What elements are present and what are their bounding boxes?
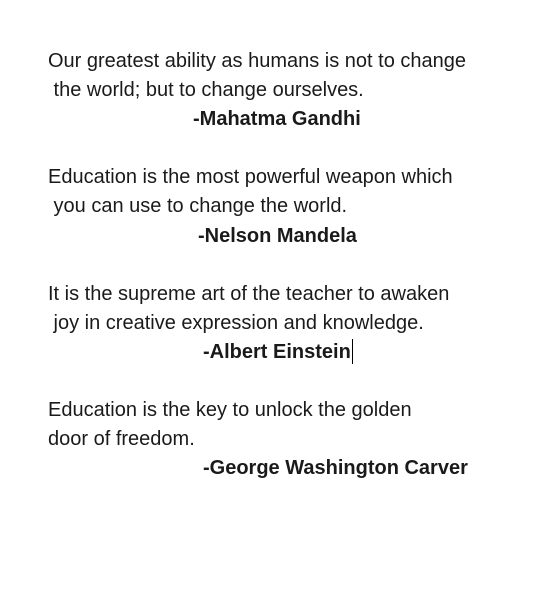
quote-text[interactable] [48,280,449,338]
quote-line: the world; but to change ourselves. [48,79,364,101]
quote-line: Our greatest ability as humans is not to change [48,50,467,72]
quote-author[interactable]: -George Washington Carver [203,457,468,479]
quote-text[interactable] [48,47,466,105]
quote-author[interactable]: -Nelson Mandela [198,225,357,247]
text-cursor [352,339,353,364]
quote-line: Education is the key to unlock the golden [48,399,412,421]
quote-author[interactable]: -Mahatma Gandhi [193,108,361,130]
quote-text[interactable] [48,163,453,221]
quote-author-with-cursor[interactable] [203,338,353,367]
quote-line: door of freedom. [48,428,195,450]
quote-line: joy in creative expression and knowledge. [48,312,424,334]
quote-line: Education is the most powerful weapon which [48,166,453,188]
quote-line: you can use to change the world. [48,195,348,217]
quote-author: -Albert Einstein [203,341,351,363]
quote-text[interactable] [48,396,412,454]
quote-line: It is the supreme art of the teacher to awaken [48,283,450,305]
